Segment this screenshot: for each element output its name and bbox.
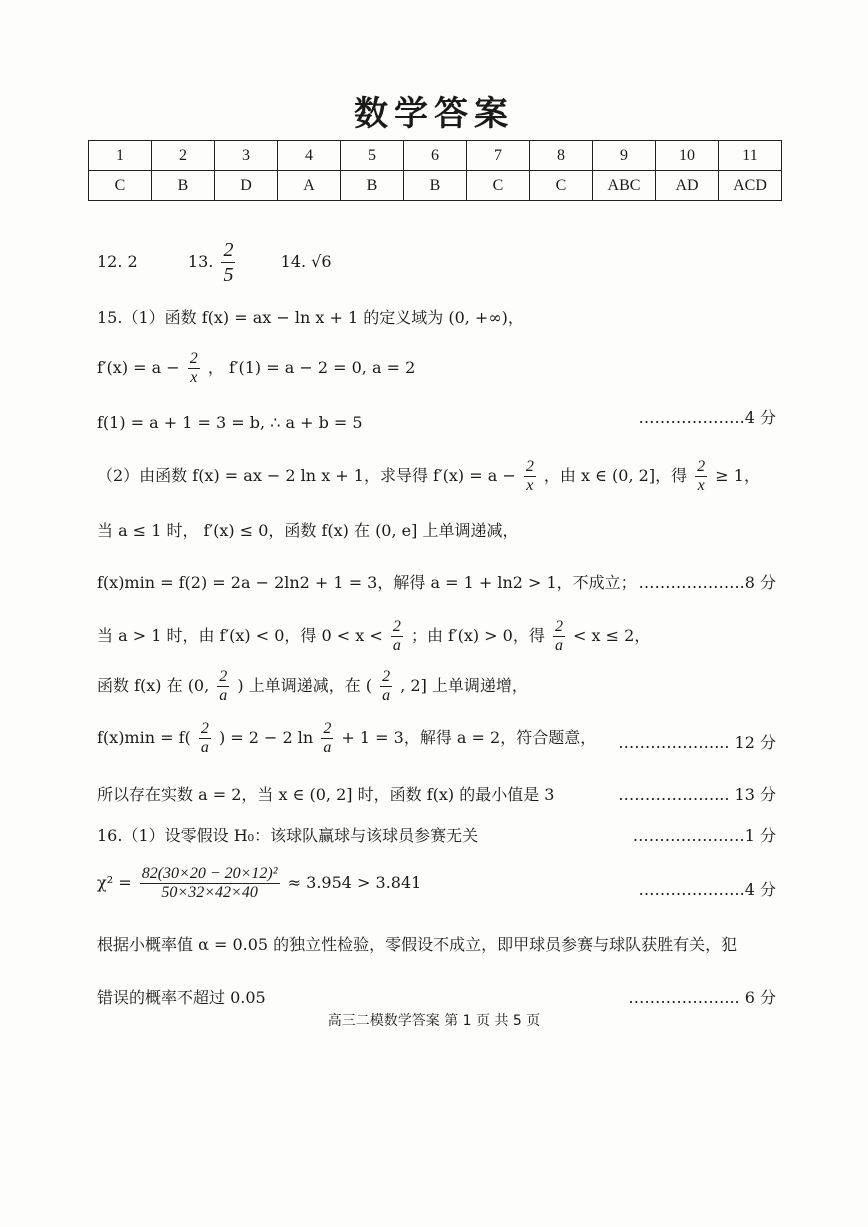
q16-line-4: 错误的概率不超过 0.05	[97, 988, 266, 1007]
table-cell: A	[278, 171, 341, 201]
table-row-numbers	[89, 141, 782, 171]
q16-line-1: 16.（1）设零假设 H₀：该球队赢球与该球员参赛无关	[97, 826, 479, 845]
table-cell: AD	[656, 171, 719, 201]
q15-line-6: f(x)min = f(2) = 2a − 2ln2 + 1 = 3，解得 a = 1 + ln2 > 1，不成立；	[97, 573, 637, 592]
table-cell: C	[467, 171, 530, 201]
q15-line-7: 当 a > 1 时，由 f′(x) < 0，得 0 < x < $\frac{2}{a}$ ；由 f′(x) > 0，得 $\frac{2}{a}$ < x ≤ 2，	[97, 618, 651, 654]
table-cell: C	[530, 171, 593, 201]
q15-line-5: 当 a ≤ 1 时， f′(x) ≤ 0，函数 f(x) 在 (0, e] 上单调递减，	[97, 521, 519, 540]
table-cell: D	[215, 171, 278, 201]
table-cell: B	[404, 171, 467, 201]
score-mark: ………………..4 分	[638, 408, 776, 427]
table-cell: B	[341, 171, 404, 201]
score-mark: ………………... 12 分	[618, 733, 776, 752]
table-cell: B	[152, 171, 215, 201]
q14-answer: 14. √6	[280, 252, 332, 271]
q16-chi-square: χ² = $\frac{\text{82(30×20 − 20×12)²}}{50\times 32\times 42\times 40}$ ≈ 3.954 > 3.841	[97, 865, 422, 901]
fill-in-answers	[97, 238, 332, 287]
table-cell: 7	[467, 141, 530, 171]
q13-label: 13.	[187, 252, 214, 271]
page-title: 数学答案	[354, 94, 514, 134]
score-mark: ………………... 6 分	[628, 988, 776, 1007]
q12-answer: 12. 2	[97, 252, 138, 271]
q15-line-9: f(x)min = f( $\frac{2}{a}$ ) = 2 − 2 ln $\frac{2}{a}$ + 1 = 3，解得 a = 2，符合题意，	[97, 720, 597, 756]
score-mark: ………………..8 分	[638, 573, 776, 592]
table-cell: 10	[656, 141, 719, 171]
score-mark: ………………..4 分	[638, 880, 776, 899]
table-cell: 2	[152, 141, 215, 171]
score-mark: …………………1 分	[632, 826, 776, 845]
q15-line-3: f(1) = a + 1 = 3 = b, ∴ a + b = 5	[97, 413, 363, 432]
q15-line-10: 所以存在实数 a = 2，当 x ∈ (0, 2] 时，函数 f(x) 的最小值是 3	[97, 785, 555, 804]
table-cell: ABC	[593, 171, 656, 201]
table-cell: 9	[593, 141, 656, 171]
table-cell: ACD	[719, 171, 782, 201]
table-cell: 5	[341, 141, 404, 171]
q16-line-3: 根据小概率值 α = 0.05 的独立性检验，零假设不成立，即甲球员参赛与球队获胜有关，犯	[97, 935, 738, 954]
q15-line-2: f′(x) = a − $\frac{2}{x}$ ， f′(1) = a − 2 = 0, a = 2	[97, 350, 416, 386]
table-cell: 11	[719, 141, 782, 171]
score-mark: ………………... 13 分	[618, 785, 776, 804]
table-cell: C	[89, 171, 152, 201]
page-footer: 高三二模数学答案 第 1 页 共 5 页	[327, 1013, 541, 1029]
table-cell: 6	[404, 141, 467, 171]
table-cell: 3	[215, 141, 278, 171]
q13-fraction: $\frac{2}{5}$	[223, 239, 234, 286]
table-row-answers	[89, 171, 782, 201]
answer-table	[88, 140, 782, 201]
table-cell: 8	[530, 141, 593, 171]
q15-line-1: 15.（1）函数 f(x) = ax − ln x + 1 的定义域为 (0, +∞)，	[97, 308, 524, 327]
table-cell: 1	[89, 141, 152, 171]
q15-line-4: （2）由函数 f(x) = ax − 2 ln x + 1，求导得 f′(x) = a − $\frac{2}{x}$ ，由 x ∈ (0, 2]，得 $\frac{2}{x}$ ≥ 1，	[97, 458, 760, 494]
table-cell: 4	[278, 141, 341, 171]
q15-line-8: 函数 f(x) 在 (0, $\frac{2}{a}$ ) 上单调递减，在 ( $\frac{2}{a}$ , 2] 上单调递增，	[97, 668, 528, 704]
